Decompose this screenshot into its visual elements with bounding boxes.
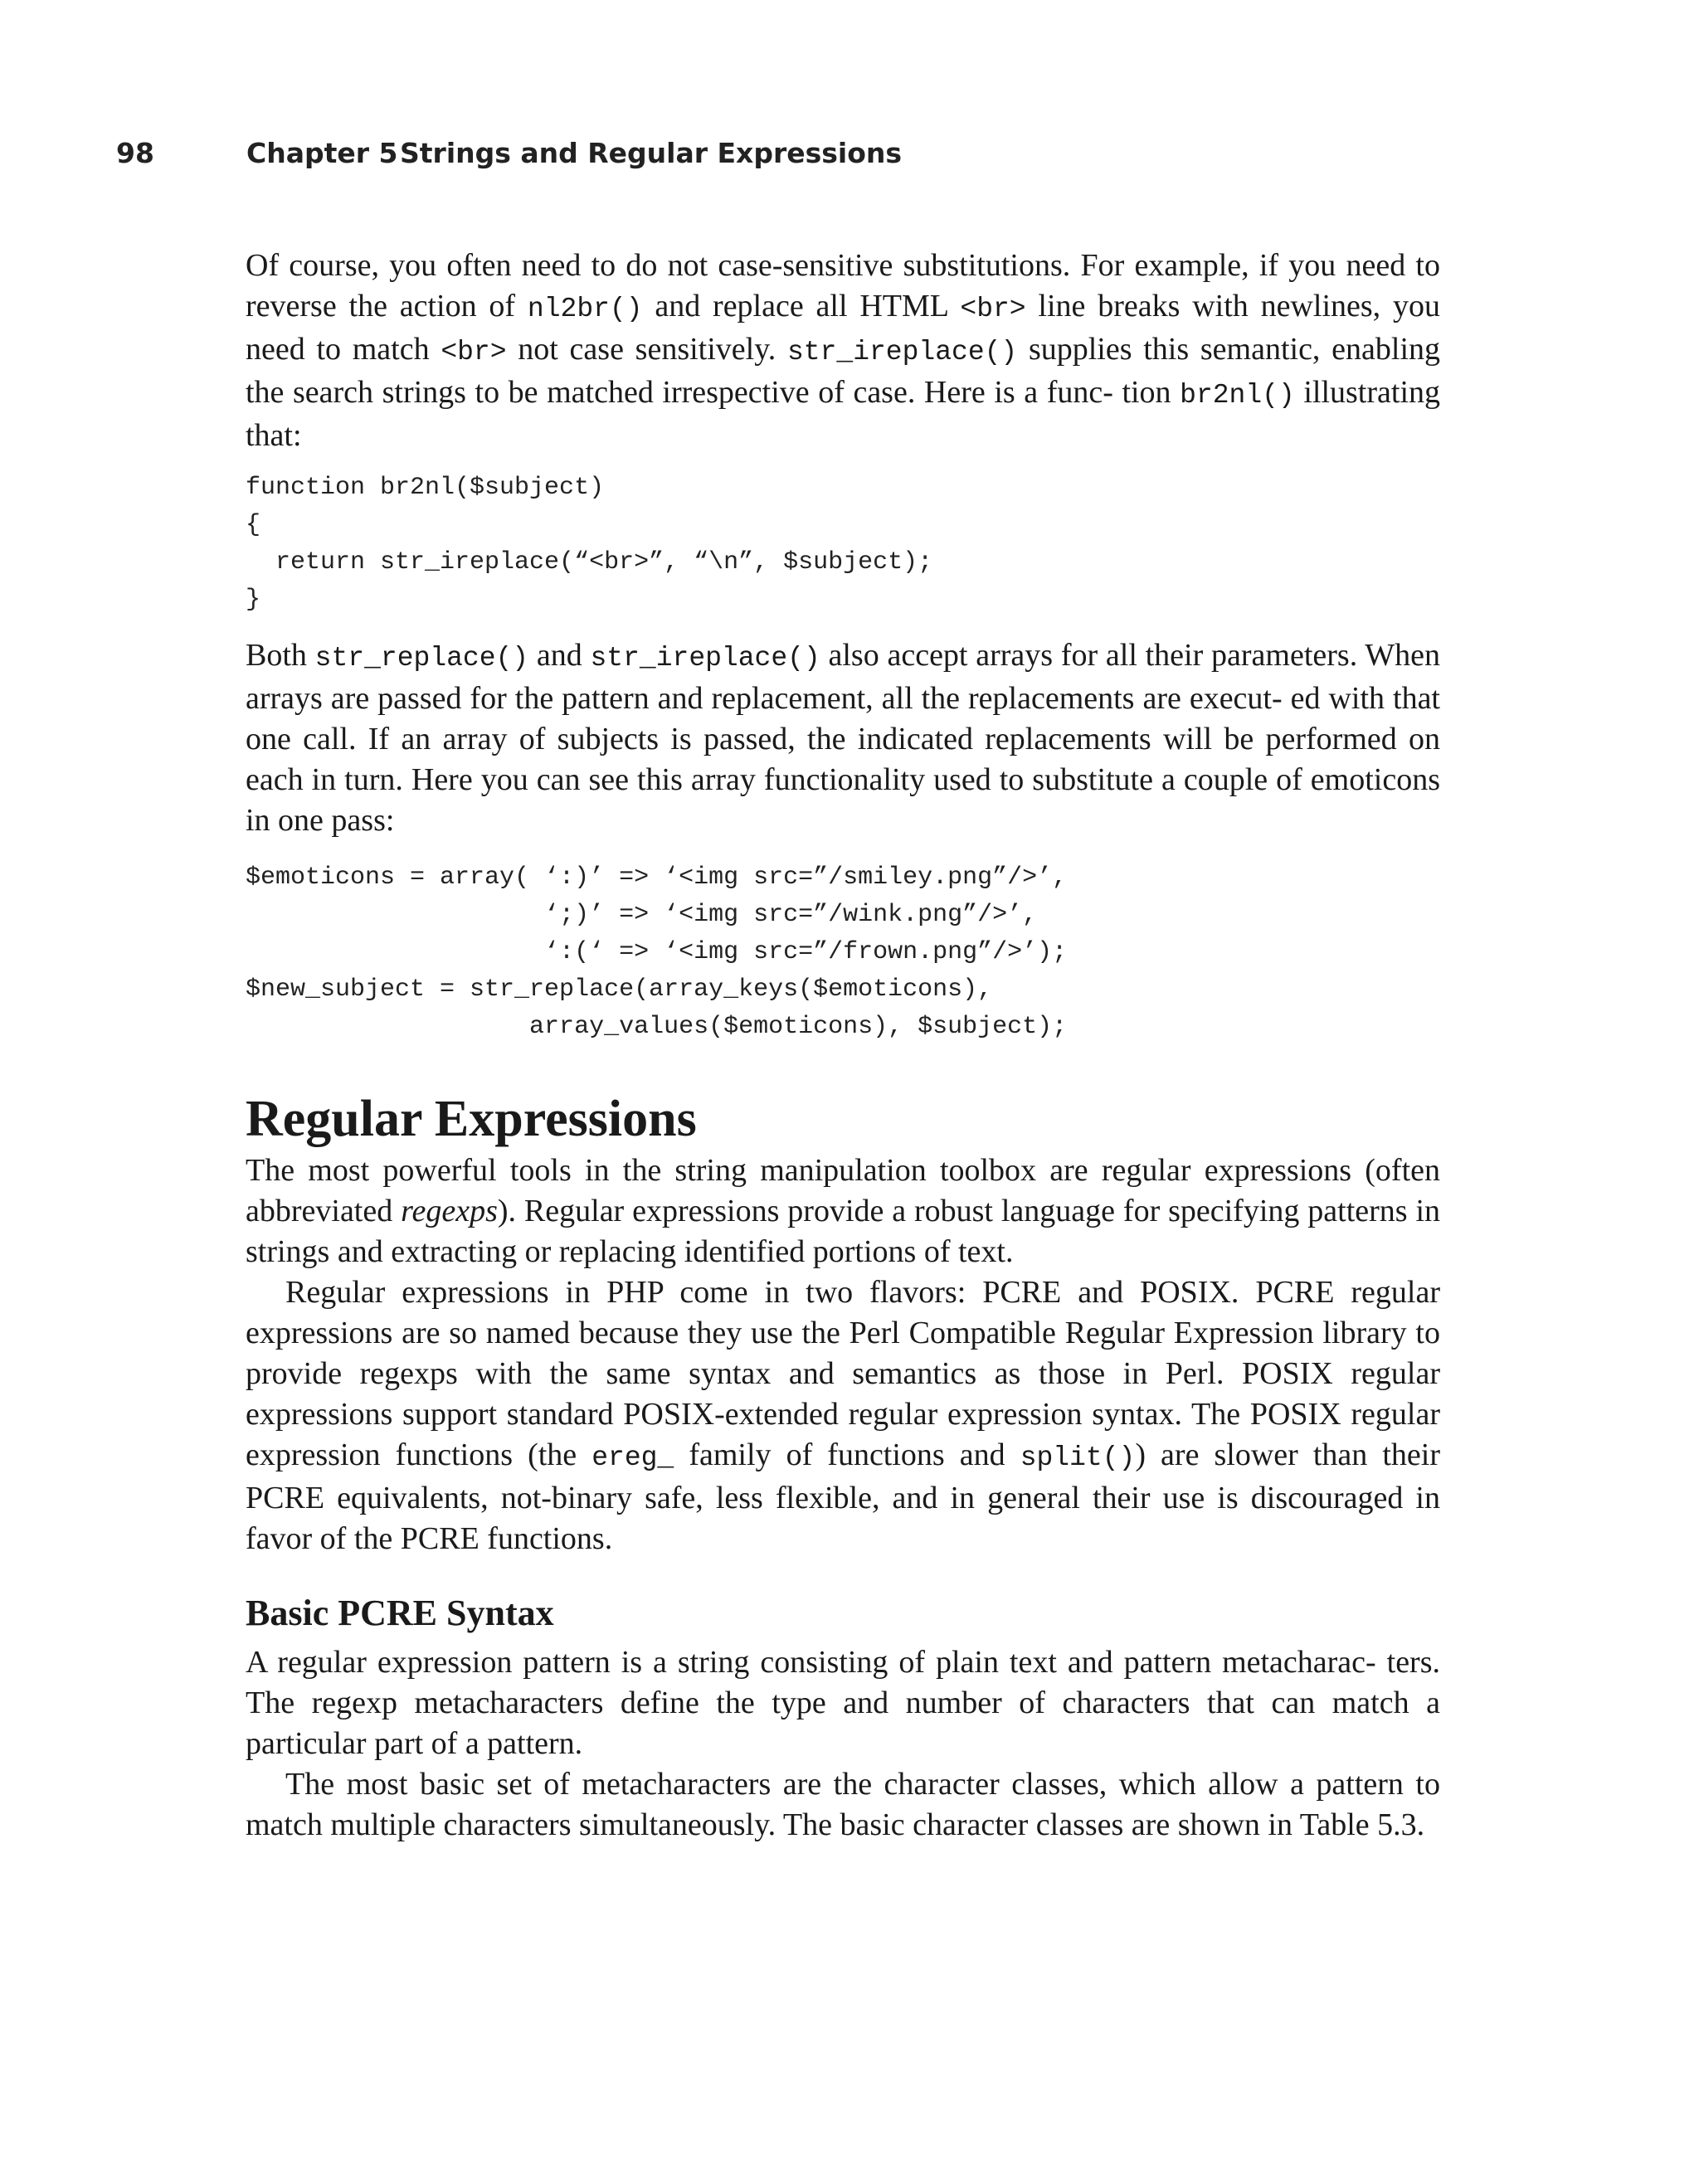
chapter-label: Chapter 5 [246,137,398,169]
code-line: } [246,586,261,614]
paragraph-regex-intro: The most powerful tools in the string manipulation toolbox are regular expressions (often abbreviated regexps). Regular expressions provide a robust language for specifying patterns in strings and extracting or replacing identified portions of text. [246,1153,1440,1269]
section-heading: Regular Expressions [246,1091,697,1147]
inline-code: br2nl() [1180,380,1295,411]
code-line: ‘;)’ => ‘<img src=”/wink.png”/>’, [246,901,1038,929]
paragraph-character-classes: The most basic set of metacharacters are the character classes, which allow a pattern to match multiple characters simultaneously. The basic character classes are shown in Table 5.3. [246,1767,1440,1842]
inline-code: <br> [960,294,1026,324]
inline-code: split() [1020,1442,1136,1473]
inline-code: nl2br() [527,294,643,324]
inline-code: str_ireplace() [786,337,1018,367]
code-line: ‘:(‘ => ‘<img src=”/frown.png”/>’); [246,938,1068,966]
page-content [246,246,1440,1846]
paragraph-pattern-definition: A regular expression pattern is a string consisting of plain text and pattern metacharac- ters. The regexp metacharacters define the type and number of characters that can match a particular part of a pattern. [246,1645,1440,1761]
paragraph-array-parameters: Both str_replace() and str_ireplace() also accept arrays for all their parameters. When arrays are passed for the pattern and replacement, all the replacements are execut- ed with that one call. If an array of subjects is passed, the indicated replacements will be performed on each in turn. Here you can see this array functionality used to substitute a couple of emoticons in one pass: [246,638,1440,838]
inline-code: str_replace() [314,643,529,674]
inline-code: <br> [441,337,507,367]
subsection-heading: Basic PCRE Syntax [246,1593,554,1633]
code-block-br2nl [246,469,1440,619]
running-head [116,133,1609,174]
code-line: $emoticons = array( ‘:)’ => ‘<img src=”/smiley.png”/>’, [246,863,1068,892]
code-line: { [246,511,261,539]
emphasis-text: regexps [401,1194,498,1228]
code-line: return str_ireplace(“<br>”, “\n”, $subject); [246,548,933,576]
code-block-emoticons [246,859,1440,1046]
chapter-title: Strings and Regular Expressions [400,137,903,169]
paragraph-case-insensitive-substitution: Of course, you often need to do not case-sensitive substitutions. For example, if you need to reverse the action of nl2br() and replace all HTML <br> line breaks with newlines, you need to match <br> not case sensitively. str_ireplace() supplies this semantic, enabling the search strings to be matched irrespective of case. Here is a func- tion br2nl() illustrating that: [246,248,1441,453]
page-number: 98 [116,137,154,169]
code-line: $new_subject = str_replace(array_keys($emoticons), [246,975,993,1004]
inline-code: ereg_ [591,1442,674,1473]
code-line: array_values($emoticons), $subject); [246,1013,1068,1041]
code-line: function br2nl($subject) [246,474,605,502]
inline-code: str_ireplace() [590,643,820,674]
paragraph-regex-flavors: Regular expressions in PHP come in two flavors: PCRE and POSIX. PCRE regular expressions are so named because they use the Perl Compatible Regular Expression library to provide regexps with the same syntax and semantics as those in Perl. POSIX regular expressions support standard POSIX-extended regular expression syntax. The POSIX regular expression functions (the ereg_ family of functions and split()) are slower than their PCRE equivalents, not-binary safe, less flexible, and in general their use is discouraged in favor of the PCRE functions. [246,1275,1440,1556]
